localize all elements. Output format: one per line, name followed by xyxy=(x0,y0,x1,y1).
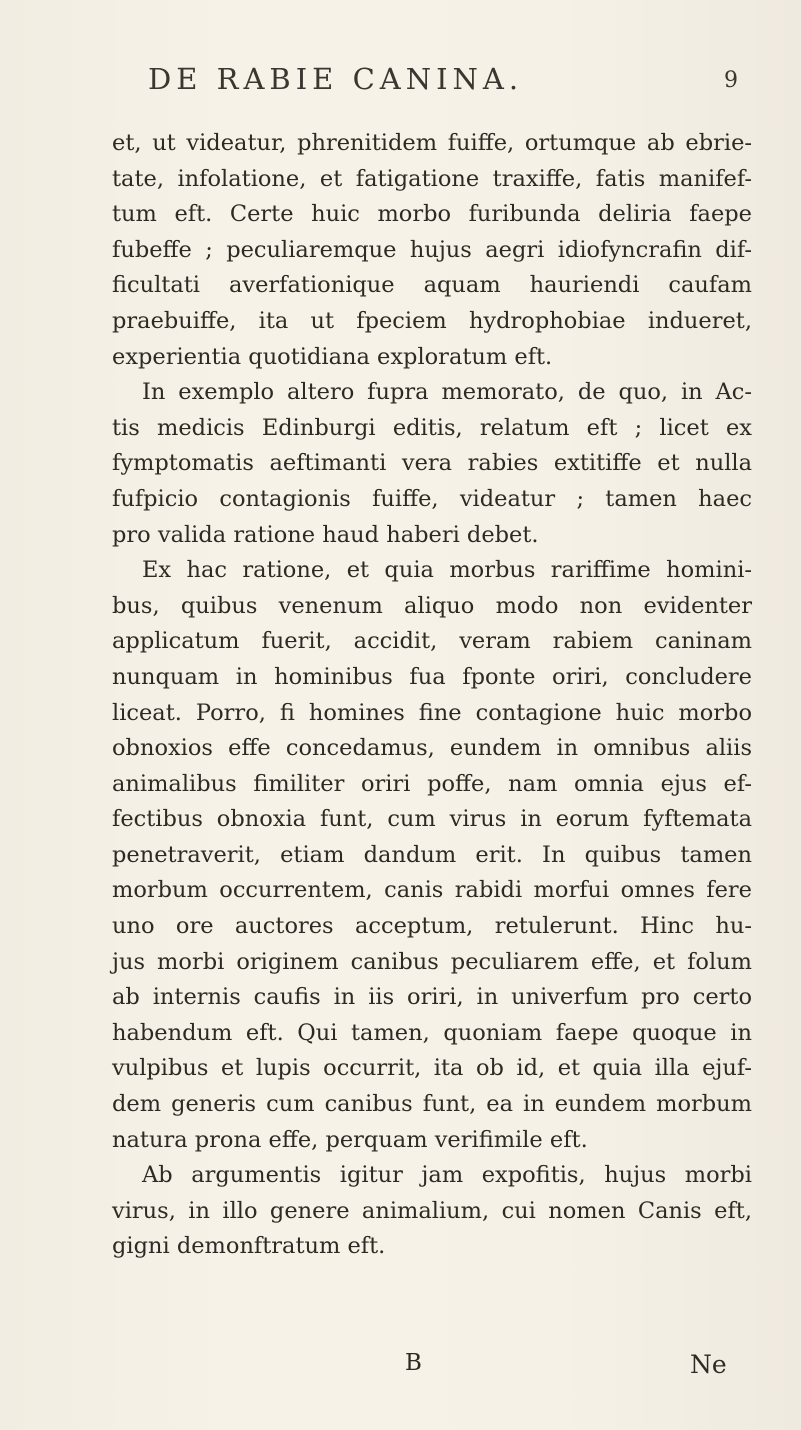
text-line: experientia quotidiana exploratum eft. xyxy=(112,343,553,370)
text-line: liceat. Porro, fi homines fine contagione huic morbo xyxy=(112,699,752,726)
text-line: fufpicio contagionis fuiffe, videatur ; tamen haec xyxy=(112,485,752,512)
text-line: tis medicis Edinburgi editis, relatum eft ; licet ex xyxy=(112,414,752,441)
page-number: 9 xyxy=(724,68,738,93)
text-line: tum eft. Certe huic morbo furibunda deliria faepe xyxy=(112,201,752,228)
text-line: dem generis cum canibus funt, ea in eundem morbum xyxy=(112,1091,752,1118)
text-line: habendum eft. Qui tamen, quoniam faepe quoque in xyxy=(112,1019,752,1046)
catchline xyxy=(0,1350,801,1386)
paragraph-start-line: In exemplo altero fupra memorato, de quo, in Ac- xyxy=(142,379,752,406)
text-line: ficultati averfationique aquam hauriendi caufam xyxy=(112,272,752,299)
text-line: fymptomatis aeftimanti vera rabies extitiffe et nulla xyxy=(112,450,752,477)
text-line: pro valida ratione haud haberi debet. xyxy=(112,521,539,548)
text-line: vulpibus et lupis occurrit, ita ob id, et quia illa ejuf- xyxy=(112,1055,752,1082)
paragraph-start-line: Ex hac ratione, et quia morbus rariffime homini- xyxy=(142,557,752,584)
text-line: ab internis caufis in iis oriri, in univerfum pro certo xyxy=(112,984,752,1011)
catchword: Ne xyxy=(690,1350,727,1379)
text-line: obnoxios effe concedamus, eundem in omnibus aliis xyxy=(112,735,752,762)
text-line: nunquam in hominibus fua fponte oriri, concludere xyxy=(112,663,752,690)
text-line: penetraverit, etiam dandum erit. In quibus tamen xyxy=(112,841,752,868)
text-line: virus, in illo genere animalium, cui nomen Canis eft, xyxy=(112,1197,752,1224)
text-line: uno ore auctores acceptum, retulerunt. Hinc hu- xyxy=(112,913,752,940)
text-line: fubeffe ; peculiaremque hujus aegri idiofyncrafin dif- xyxy=(112,236,752,263)
text-line: et, ut videatur, phrenitidem fuiffe, ortumque ab ebrie- xyxy=(112,130,752,156)
text-line: applicatum fuerit, accidit, veram rabiem caninam xyxy=(112,628,752,655)
running-head xyxy=(0,62,801,102)
body-text xyxy=(112,126,752,1265)
text-line: natura prona effe, perquam verifimile eft. xyxy=(112,1126,588,1153)
text-line: praebuiffe, ita ut fpeciem hydrophobiae indueret, xyxy=(112,307,752,334)
text-line: jus morbi originem canibus peculiarem effe, et folum xyxy=(112,948,752,975)
running-title: DE RABIE CANINA. xyxy=(148,62,524,96)
text-line: animalibus fimiliter oriri poffe, nam omnia ejus ef- xyxy=(112,770,752,797)
text-line: bus, quibus venenum aliquo modo non evidenter xyxy=(112,592,752,619)
paragraph-start-line: Ab argumentis igitur jam expofitis, hujus morbi xyxy=(142,1162,752,1189)
text-line: tate, infolatione, et fatigatione traxiffe, fatis manifef- xyxy=(112,165,752,192)
text-line: fectibus obnoxia funt, cum virus in eorum fyftemata xyxy=(112,806,752,833)
text-line: morbum occurrentem, canis rabidi morfui omnes fere xyxy=(112,877,752,904)
text-line: gigni demonftratum eft. xyxy=(112,1233,386,1260)
signature-mark: B xyxy=(405,1350,422,1376)
